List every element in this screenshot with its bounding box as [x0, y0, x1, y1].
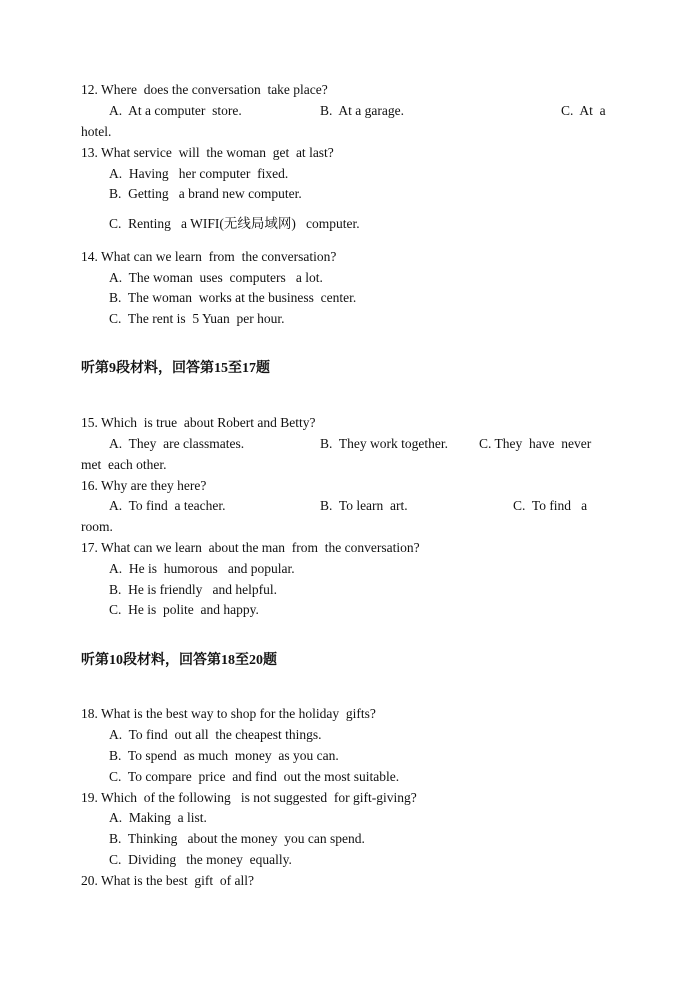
question-16-option-c: C. To find a	[513, 498, 588, 513]
section-10-heading: 听第10段材料，回答第18至20题	[81, 653, 277, 668]
question-16-option-c-continued: room.	[81, 519, 113, 534]
question-19-option-b: B. Thinking about the money you can spend.	[109, 831, 365, 846]
question-12-option-a: A. At a computer store.	[109, 103, 242, 118]
question-18-stem: 18. What is the best way to shop for the holiday gifts?	[81, 706, 376, 721]
question-17-option-a: A. He is humorous and popular.	[109, 561, 295, 576]
question-15-stem: 15. Which is true about Robert and Betty?	[81, 415, 316, 430]
question-15-option-b: B. They work together.	[320, 436, 448, 451]
question-17-stem: 17. What can we learn about the man from the conversation?	[81, 540, 420, 555]
question-19-option-a: A. Making a list.	[109, 810, 207, 825]
question-12-stem: 12. Where does the conversation take place?	[81, 82, 328, 97]
question-13-option-a: A. Having her computer fixed.	[109, 166, 289, 181]
question-14-option-c: C. The rent is 5 Yuan per hour.	[109, 311, 285, 326]
question-19-option-c: C. Dividing the money equally.	[109, 852, 292, 867]
question-13-option-c: C. Renting a WIFI(无线局域网) computer.	[109, 216, 360, 231]
question-12-option-c: C. At a	[561, 103, 606, 118]
question-17-option-c: C. He is polite and happy.	[109, 602, 259, 617]
question-12-option-b: B. At a garage.	[320, 103, 404, 118]
question-15-option-a: A. They are classmates.	[109, 436, 245, 451]
question-20-stem: 20. What is the best gift of all?	[81, 873, 254, 888]
question-16-option-b: B. To learn art.	[320, 498, 408, 513]
question-19-stem: 19. Which of the following is not suggested for gift-giving?	[81, 790, 417, 805]
question-13-option-b: B. Getting a brand new computer.	[109, 186, 302, 201]
question-18-option-c: C. To compare price and find out the most suitable.	[109, 769, 400, 784]
question-18-option-a: A. To find out all the cheapest things.	[109, 727, 322, 742]
question-13-stem: 13. What service will the woman get at last?	[81, 145, 334, 160]
question-14-stem: 14. What can we learn from the conversation?	[81, 249, 337, 264]
question-16-stem: 16. Why are they here?	[81, 478, 207, 493]
question-15-option-c: C. They have never	[479, 436, 592, 451]
question-16-option-a: A. To find a teacher.	[109, 498, 226, 513]
question-17-option-b: B. He is friendly and helpful.	[109, 582, 277, 597]
question-18-option-b: B. To spend as much money as you can.	[109, 748, 339, 763]
question-12-option-c-continued: hotel.	[81, 124, 112, 139]
question-15-option-c-continued: met each other.	[81, 457, 167, 472]
question-14-option-b: B. The woman works at the business center.	[109, 290, 357, 305]
section-9-heading: 听第9段材料，回答第15至17题	[81, 361, 270, 376]
question-14-option-a: A. The woman uses computers a lot.	[109, 270, 323, 285]
